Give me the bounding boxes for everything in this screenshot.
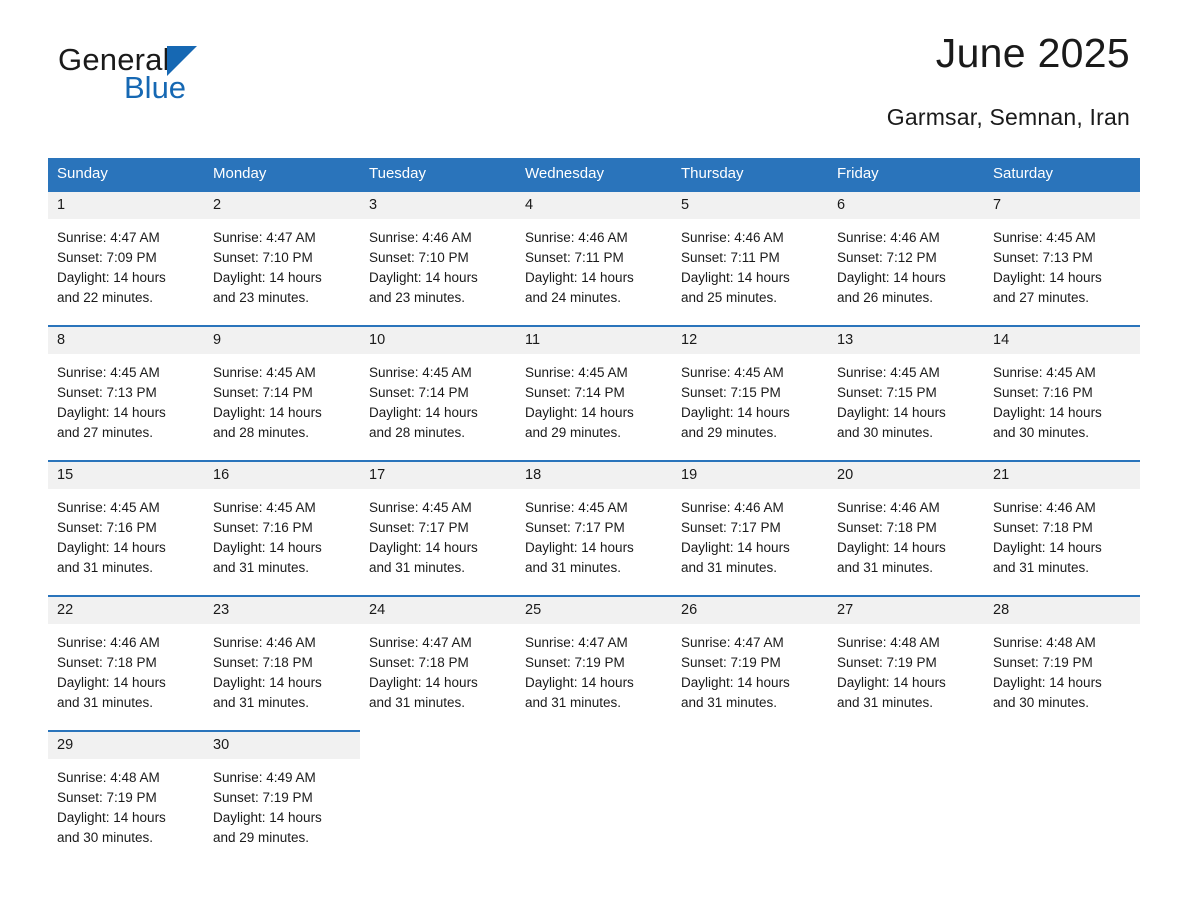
- sunrise-text: Sunrise: 4:45 AM: [369, 500, 472, 515]
- daylight-text-line1: Daylight: 14 hours: [681, 405, 790, 420]
- calendar-week-row: [48, 460, 1140, 595]
- sunset-text: Sunset: 7:18 PM: [369, 655, 469, 670]
- sunrise-text: Sunrise: 4:46 AM: [525, 230, 628, 245]
- day-info: [48, 219, 204, 308]
- day-info: [516, 489, 672, 578]
- sunset-text: Sunset: 7:19 PM: [525, 655, 625, 670]
- day-cell: [984, 325, 1140, 460]
- daylight-text-line1: Daylight: 14 hours: [993, 675, 1102, 690]
- day-cell: [204, 730, 360, 865]
- day-number: 12: [672, 327, 828, 354]
- day-number: 4: [516, 192, 672, 219]
- day-number: 25: [516, 597, 672, 624]
- daylight-text-line2: and 31 minutes.: [837, 695, 934, 710]
- day-cell: [828, 325, 984, 460]
- daylight-text-line2: and 31 minutes.: [525, 560, 622, 575]
- daylight-text-line2: and 25 minutes.: [681, 290, 778, 305]
- daylight-text-line1: Daylight: 14 hours: [57, 270, 166, 285]
- sunrise-text: Sunrise: 4:45 AM: [993, 230, 1096, 245]
- sunrise-text: Sunrise: 4:48 AM: [837, 635, 940, 650]
- day-info: [672, 219, 828, 308]
- daylight-text-line2: and 28 minutes.: [213, 425, 310, 440]
- sunrise-text: Sunrise: 4:45 AM: [525, 500, 628, 515]
- day-cell: [48, 325, 204, 460]
- page-header: [48, 0, 1140, 130]
- day-info: [828, 219, 984, 308]
- sunset-text: Sunset: 7:09 PM: [57, 250, 157, 265]
- daylight-text-line2: and 30 minutes.: [993, 425, 1090, 440]
- day-cell: [360, 325, 516, 460]
- page-title: June 2025: [935, 30, 1130, 76]
- daylight-text-line1: Daylight: 14 hours: [993, 540, 1102, 555]
- day-number: 13: [828, 327, 984, 354]
- day-cell: [672, 325, 828, 460]
- day-number: 27: [828, 597, 984, 624]
- day-cell: [672, 595, 828, 730]
- day-info: [984, 624, 1140, 713]
- daylight-text-line2: and 30 minutes.: [57, 830, 154, 845]
- sunrise-text: Sunrise: 4:47 AM: [57, 230, 160, 245]
- daylight-text-line2: and 30 minutes.: [993, 695, 1090, 710]
- day-info: [48, 759, 204, 848]
- sunrise-text: Sunrise: 4:48 AM: [993, 635, 1096, 650]
- day-info: [828, 624, 984, 713]
- sunset-text: Sunset: 7:19 PM: [993, 655, 1093, 670]
- day-cell: [360, 460, 516, 595]
- sunrise-text: Sunrise: 4:46 AM: [837, 500, 940, 515]
- day-number: 3: [360, 192, 516, 219]
- daylight-text-line2: and 31 minutes.: [369, 695, 466, 710]
- day-info: [360, 624, 516, 713]
- daylight-text-line1: Daylight: 14 hours: [837, 675, 946, 690]
- day-number: 16: [204, 462, 360, 489]
- daylight-text-line1: Daylight: 14 hours: [993, 405, 1102, 420]
- daylight-text-line2: and 31 minutes.: [681, 695, 778, 710]
- day-info: [672, 489, 828, 578]
- sunset-text: Sunset: 7:12 PM: [837, 250, 937, 265]
- day-cell: [516, 460, 672, 595]
- day-info: [516, 624, 672, 713]
- sunrise-text: Sunrise: 4:45 AM: [525, 365, 628, 380]
- day-info: [360, 354, 516, 443]
- daylight-text-line2: and 30 minutes.: [837, 425, 934, 440]
- daylight-text-line2: and 31 minutes.: [57, 560, 154, 575]
- day-cell: [828, 595, 984, 730]
- sunset-text: Sunset: 7:17 PM: [681, 520, 781, 535]
- day-cell: [516, 595, 672, 730]
- day-number: 7: [984, 192, 1140, 219]
- daylight-text-line2: and 26 minutes.: [837, 290, 934, 305]
- calendar-week-row: [48, 190, 1140, 325]
- day-info: [360, 489, 516, 578]
- day-info: [48, 354, 204, 443]
- sunrise-text: Sunrise: 4:46 AM: [57, 635, 160, 650]
- day-info: [360, 219, 516, 308]
- sunset-text: Sunset: 7:16 PM: [993, 385, 1093, 400]
- sunset-text: Sunset: 7:11 PM: [525, 250, 624, 265]
- daylight-text-line2: and 27 minutes.: [993, 290, 1090, 305]
- day-cell: [204, 460, 360, 595]
- sunset-text: Sunset: 7:18 PM: [57, 655, 157, 670]
- calendar-week-row: [48, 730, 1140, 865]
- daylight-text-line1: Daylight: 14 hours: [57, 810, 166, 825]
- daylight-text-line1: Daylight: 14 hours: [213, 270, 322, 285]
- day-number: 9: [204, 327, 360, 354]
- day-cell: [204, 325, 360, 460]
- day-cell: [828, 190, 984, 325]
- day-number: 26: [672, 597, 828, 624]
- day-number: 6: [828, 192, 984, 219]
- day-cell: [48, 460, 204, 595]
- page-subtitle-location: Garmsar, Semnan, Iran: [886, 104, 1130, 130]
- daylight-text-line1: Daylight: 14 hours: [681, 270, 790, 285]
- day-number: 29: [48, 732, 204, 759]
- daylight-text-line1: Daylight: 14 hours: [57, 540, 166, 555]
- daylight-text-line2: and 31 minutes.: [837, 560, 934, 575]
- day-cell: [48, 730, 204, 865]
- sunrise-text: Sunrise: 4:46 AM: [681, 500, 784, 515]
- daylight-text-line2: and 31 minutes.: [57, 695, 154, 710]
- day-info: [48, 624, 204, 713]
- daylight-text-line1: Daylight: 14 hours: [681, 675, 790, 690]
- weekday-header-wednesday: Wednesday: [516, 158, 672, 190]
- daylight-text-line1: Daylight: 14 hours: [525, 270, 634, 285]
- day-number: 28: [984, 597, 1140, 624]
- calendar-body: [48, 190, 1140, 865]
- calendar-header-row: [48, 158, 1140, 190]
- sunrise-text: Sunrise: 4:45 AM: [213, 500, 316, 515]
- daylight-text-line2: and 31 minutes.: [369, 560, 466, 575]
- logo: [58, 44, 197, 103]
- sunrise-text: Sunrise: 4:46 AM: [993, 500, 1096, 515]
- sunrise-text: Sunrise: 4:45 AM: [57, 500, 160, 515]
- day-info: [672, 624, 828, 713]
- day-number: 19: [672, 462, 828, 489]
- daylight-text-line1: Daylight: 14 hours: [369, 270, 478, 285]
- sunset-text: Sunset: 7:18 PM: [837, 520, 937, 535]
- daylight-text-line2: and 28 minutes.: [369, 425, 466, 440]
- day-number: 22: [48, 597, 204, 624]
- day-cell: [984, 190, 1140, 325]
- sunset-text: Sunset: 7:16 PM: [213, 520, 313, 535]
- day-info: [204, 489, 360, 578]
- day-number: 1: [48, 192, 204, 219]
- daylight-text-line2: and 29 minutes.: [213, 830, 310, 845]
- sunset-text: Sunset: 7:14 PM: [213, 385, 313, 400]
- weekday-header-friday: Friday: [828, 158, 984, 190]
- day-cell: [204, 190, 360, 325]
- sunset-text: Sunset: 7:10 PM: [369, 250, 469, 265]
- weekday-header-monday: Monday: [204, 158, 360, 190]
- sunset-text: Sunset: 7:15 PM: [681, 385, 781, 400]
- day-cell: [672, 460, 828, 595]
- calendar-week-row: [48, 325, 1140, 460]
- sunset-text: Sunset: 7:13 PM: [57, 385, 157, 400]
- sunset-text: Sunset: 7:14 PM: [369, 385, 469, 400]
- sunset-text: Sunset: 7:17 PM: [525, 520, 625, 535]
- sunset-text: Sunset: 7:11 PM: [681, 250, 780, 265]
- sunrise-text: Sunrise: 4:46 AM: [369, 230, 472, 245]
- sunset-text: Sunset: 7:19 PM: [213, 790, 313, 805]
- day-number: 20: [828, 462, 984, 489]
- daylight-text-line2: and 23 minutes.: [213, 290, 310, 305]
- sunset-text: Sunset: 7:10 PM: [213, 250, 313, 265]
- weekday-header-tuesday: Tuesday: [360, 158, 516, 190]
- day-cell: [828, 460, 984, 595]
- day-info: [516, 219, 672, 308]
- day-info: [984, 354, 1140, 443]
- day-number: 23: [204, 597, 360, 624]
- sunrise-text: Sunrise: 4:46 AM: [837, 230, 940, 245]
- daylight-text-line1: Daylight: 14 hours: [837, 405, 946, 420]
- daylight-text-line2: and 31 minutes.: [525, 695, 622, 710]
- day-number: 24: [360, 597, 516, 624]
- logo-text-blue: Blue: [124, 70, 187, 105]
- daylight-text-line2: and 31 minutes.: [993, 560, 1090, 575]
- sunrise-text: Sunrise: 4:46 AM: [213, 635, 316, 650]
- day-cell: [204, 595, 360, 730]
- daylight-text-line1: Daylight: 14 hours: [213, 675, 322, 690]
- daylight-text-line1: Daylight: 14 hours: [369, 675, 478, 690]
- daylight-text-line2: and 22 minutes.: [57, 290, 154, 305]
- day-cell: [48, 190, 204, 325]
- day-info: [984, 489, 1140, 578]
- daylight-text-line2: and 31 minutes.: [681, 560, 778, 575]
- sunset-text: Sunset: 7:19 PM: [681, 655, 781, 670]
- day-cell-empty: [828, 730, 984, 865]
- sunset-text: Sunset: 7:17 PM: [369, 520, 469, 535]
- sunrise-text: Sunrise: 4:47 AM: [213, 230, 316, 245]
- day-cell-empty: [360, 730, 516, 865]
- daylight-text-line2: and 31 minutes.: [213, 560, 310, 575]
- day-cell: [360, 595, 516, 730]
- day-info: [672, 354, 828, 443]
- calendar-table: [48, 158, 1140, 865]
- day-cell: [516, 190, 672, 325]
- daylight-text-line1: Daylight: 14 hours: [993, 270, 1102, 285]
- day-info: [516, 354, 672, 443]
- sunrise-text: Sunrise: 4:45 AM: [837, 365, 940, 380]
- sunset-text: Sunset: 7:14 PM: [525, 385, 625, 400]
- daylight-text-line1: Daylight: 14 hours: [837, 540, 946, 555]
- day-cell-empty: [516, 730, 672, 865]
- sunrise-text: Sunrise: 4:47 AM: [369, 635, 472, 650]
- day-cell-empty: [672, 730, 828, 865]
- day-number: 21: [984, 462, 1140, 489]
- day-number: 8: [48, 327, 204, 354]
- day-info: [828, 489, 984, 578]
- sunrise-text: Sunrise: 4:47 AM: [525, 635, 628, 650]
- sunset-text: Sunset: 7:18 PM: [993, 520, 1093, 535]
- day-cell: [672, 190, 828, 325]
- sunrise-text: Sunrise: 4:46 AM: [681, 230, 784, 245]
- daylight-text-line2: and 29 minutes.: [525, 425, 622, 440]
- daylight-text-line2: and 24 minutes.: [525, 290, 622, 305]
- daylight-text-line1: Daylight: 14 hours: [57, 405, 166, 420]
- sunset-text: Sunset: 7:13 PM: [993, 250, 1093, 265]
- sunset-text: Sunset: 7:19 PM: [57, 790, 157, 805]
- day-info: [204, 759, 360, 848]
- day-cell: [48, 595, 204, 730]
- daylight-text-line1: Daylight: 14 hours: [57, 675, 166, 690]
- day-number: 30: [204, 732, 360, 759]
- sunset-text: Sunset: 7:16 PM: [57, 520, 157, 535]
- day-cell: [360, 190, 516, 325]
- daylight-text-line1: Daylight: 14 hours: [369, 405, 478, 420]
- weekday-header-sunday: Sunday: [48, 158, 204, 190]
- sunrise-text: Sunrise: 4:45 AM: [369, 365, 472, 380]
- day-number: 17: [360, 462, 516, 489]
- daylight-text-line1: Daylight: 14 hours: [213, 540, 322, 555]
- day-info: [984, 219, 1140, 308]
- logo-text-general: General: [58, 42, 170, 77]
- sunrise-text: Sunrise: 4:47 AM: [681, 635, 784, 650]
- day-number: 10: [360, 327, 516, 354]
- sunrise-text: Sunrise: 4:45 AM: [681, 365, 784, 380]
- day-number: 18: [516, 462, 672, 489]
- sunrise-text: Sunrise: 4:45 AM: [213, 365, 316, 380]
- day-number: 11: [516, 327, 672, 354]
- daylight-text-line2: and 23 minutes.: [369, 290, 466, 305]
- day-info: [828, 354, 984, 443]
- calendar-week-row: [48, 595, 1140, 730]
- day-number: 14: [984, 327, 1140, 354]
- sunset-text: Sunset: 7:18 PM: [213, 655, 313, 670]
- sunset-text: Sunset: 7:19 PM: [837, 655, 937, 670]
- day-info: [204, 624, 360, 713]
- day-cell: [984, 595, 1140, 730]
- daylight-text-line2: and 31 minutes.: [213, 695, 310, 710]
- sunset-text: Sunset: 7:15 PM: [837, 385, 937, 400]
- sunrise-text: Sunrise: 4:45 AM: [57, 365, 160, 380]
- daylight-text-line2: and 27 minutes.: [57, 425, 154, 440]
- daylight-text-line1: Daylight: 14 hours: [213, 810, 322, 825]
- daylight-text-line1: Daylight: 14 hours: [525, 405, 634, 420]
- sunrise-text: Sunrise: 4:49 AM: [213, 770, 316, 785]
- day-cell: [516, 325, 672, 460]
- sunrise-text: Sunrise: 4:45 AM: [993, 365, 1096, 380]
- weekday-header-thursday: Thursday: [672, 158, 828, 190]
- daylight-text-line1: Daylight: 14 hours: [525, 675, 634, 690]
- daylight-text-line1: Daylight: 14 hours: [369, 540, 478, 555]
- daylight-text-line1: Daylight: 14 hours: [213, 405, 322, 420]
- day-info: [48, 489, 204, 578]
- daylight-text-line1: Daylight: 14 hours: [837, 270, 946, 285]
- daylight-text-line1: Daylight: 14 hours: [525, 540, 634, 555]
- day-number: 5: [672, 192, 828, 219]
- day-info: [204, 354, 360, 443]
- day-info: [204, 219, 360, 308]
- day-cell: [984, 460, 1140, 595]
- daylight-text-line2: and 29 minutes.: [681, 425, 778, 440]
- weekday-header-saturday: Saturday: [984, 158, 1140, 190]
- day-number: 15: [48, 462, 204, 489]
- day-number: 2: [204, 192, 360, 219]
- sunrise-text: Sunrise: 4:48 AM: [57, 770, 160, 785]
- daylight-text-line1: Daylight: 14 hours: [681, 540, 790, 555]
- day-cell-empty: [984, 730, 1140, 865]
